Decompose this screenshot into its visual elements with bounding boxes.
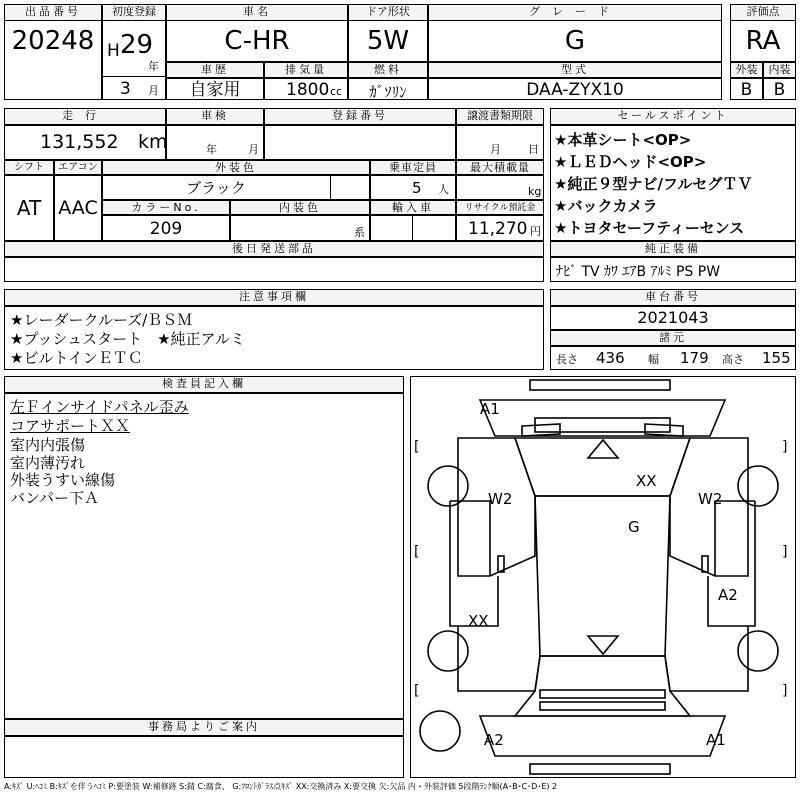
damage-mark: A2: [718, 586, 738, 604]
shift: AT: [16, 196, 42, 220]
damage-mark: A2: [484, 731, 504, 749]
lot-label: 出品番号: [4, 4, 102, 21]
later-parts-cell: [4, 257, 544, 282]
footer-legend: A:ｷｽﾞ U:ﾍｺﾐ B:ｷｽﾞを伴うﾍｺﾐ P:要塗装 W:補修跡 S:錆 C:腐食、 G:ﾌﾛﾝﾄｶﾞﾗｽ点ｷｽﾞ XX:交換済み X:要交換 欠:欠品 内・外装評価 5段階ﾗﾝｸ順(A･B･C･D･E) 2: [4, 782, 558, 791]
length: 436: [596, 349, 625, 367]
insp-year-unit: 年: [206, 143, 217, 156]
history-label: 車歴: [166, 62, 264, 78]
door-label: ドア形状: [348, 4, 428, 21]
recycle-fee: 11,270: [468, 219, 528, 239]
note-line: ★レーダークルーズ/ＢＳＭ: [10, 311, 193, 329]
import-label: 輸入車: [370, 200, 456, 215]
capacity-label: 乗車定員: [370, 160, 456, 175]
reg-month: 3: [120, 79, 131, 99]
inspector-line: 外装うすい線傷: [10, 471, 116, 489]
door-type: 5W: [366, 26, 410, 56]
load-label: 最大積載量: [456, 160, 544, 175]
spec-label: 諸元: [550, 330, 796, 346]
inspector-line: コアサポートＸＸ: [10, 417, 131, 435]
capacity-unit: 人: [438, 183, 449, 196]
mileage: 131,552: [40, 131, 119, 153]
bracket: [: [414, 439, 420, 455]
bracket: [: [414, 683, 420, 699]
reg-label: 初度登録: [102, 4, 166, 21]
disp-unit: cc: [330, 85, 343, 98]
bracket: ]: [782, 544, 788, 560]
inspector-line: 左Ｆインサイドパネル歪み: [10, 398, 189, 416]
bracket: [: [414, 544, 420, 560]
damage-mark: W2: [698, 490, 723, 508]
ac-label: エアコン: [54, 160, 102, 175]
transfer-label: 譲渡書類期限: [456, 108, 544, 125]
load-unit: kg: [528, 185, 542, 198]
inspector-label: 検査員記入欄: [4, 376, 404, 393]
sales-item: ★トヨタセーフティーセンス: [554, 219, 745, 237]
bracket: ]: [782, 683, 788, 699]
grade-label: グレード: [428, 4, 722, 21]
aircon: AAC: [58, 197, 98, 219]
office-label: 事務局よりご案内: [4, 719, 404, 736]
height-label: 高さ: [722, 353, 744, 366]
inspection-label: 車検: [166, 108, 264, 125]
damage-mark: A1: [480, 400, 500, 418]
width-label: 幅: [648, 353, 659, 366]
color-number: 209: [149, 219, 183, 239]
score-label: 評価点: [730, 4, 796, 21]
intcolor-unit: 系: [354, 226, 365, 239]
ext-score: B: [740, 80, 753, 100]
plate-cell: [264, 125, 456, 160]
inspector-line: バンパー下Ａ: [10, 489, 99, 507]
office-block: [4, 736, 404, 778]
model-label: 型式: [428, 62, 722, 78]
lot-number: 20248: [11, 26, 95, 56]
ext-label: 外装: [730, 62, 763, 78]
int-label: 内装: [763, 62, 796, 78]
int-score: B: [773, 80, 786, 100]
shift-label: シフト: [4, 160, 54, 175]
transfer-day-unit: 日: [528, 143, 539, 156]
damage-mark: W2: [488, 490, 513, 508]
name-label: 車名: [166, 4, 348, 21]
insp-month-unit: 月: [248, 143, 259, 156]
colorno-label: カラーNo.: [102, 200, 230, 215]
notes-label: 注意事項欄: [4, 289, 544, 306]
plate-label: 登録番号: [264, 108, 456, 125]
intcolor-label: 内装色: [230, 200, 370, 215]
fuel: ｶﾞｿﾘﾝ: [369, 83, 407, 101]
mileage-label: 走行: [4, 108, 166, 125]
import-cell-divider: [412, 215, 456, 241]
inspector-line: 室内薄汚れ: [10, 454, 86, 472]
sales-item: ★本革シート<OP>: [554, 131, 692, 149]
transfer-month-unit: 月: [490, 143, 501, 156]
sales-item: ★ＬＥＤヘッド<OP>: [554, 153, 707, 171]
exterior-color: ブラック: [186, 179, 246, 197]
damage-mark: G: [628, 518, 640, 536]
month-unit: 月: [148, 84, 159, 97]
history: 自家用: [189, 80, 241, 100]
color-label: 外装色: [102, 160, 370, 175]
sales-item: ★バックカメラ: [554, 197, 658, 215]
recycle-label: リサイクル預託金: [456, 200, 544, 215]
equip-label: 純正装備: [550, 241, 796, 257]
reg-era: H: [107, 41, 120, 61]
damage-mark: A1: [706, 731, 726, 749]
sales-label: セールスポイント: [550, 108, 796, 125]
spec-cell: [550, 346, 796, 370]
displacement: 1800: [286, 80, 330, 100]
score: RA: [745, 26, 781, 56]
car-name: C-HR: [224, 26, 290, 56]
later-parts-label: 後日発送部品: [4, 241, 544, 257]
height: 155: [762, 349, 791, 367]
bracket: ]: [782, 439, 788, 455]
color-cell-divider: [330, 175, 370, 200]
car-diagram: [410, 376, 796, 778]
mileage-unit: km: [138, 131, 168, 153]
fuel-label: 燃料: [348, 62, 428, 78]
damage-mark: XX: [636, 472, 657, 490]
reg-year: 29: [120, 30, 154, 60]
sales-item: ★純正９型ナビ/フルセグＴＶ: [554, 175, 753, 193]
disp-label: 排気量: [264, 62, 348, 78]
damage-mark: XX: [468, 612, 489, 630]
note-line: ★プッシュスタート ★純正アルミ: [10, 330, 245, 348]
capacity: 5: [412, 179, 422, 197]
length-label: 長さ: [556, 353, 578, 366]
recycle-unit: 円: [530, 225, 541, 238]
model: DAA-ZYX10: [526, 80, 624, 100]
chassis-number: 2021043: [637, 308, 709, 327]
grade: G: [564, 26, 586, 56]
inspector-line: 室内内張傷: [10, 436, 86, 454]
year-unit: 年: [148, 60, 159, 73]
equipment: ﾅﾋﾞ TV ｶﾜ ｴｱB ｱﾙﾐ PS PW: [556, 264, 721, 280]
width: 179: [680, 349, 709, 367]
intcolor-cell: [230, 215, 370, 241]
note-line: ★ビルトインＥＴＣ: [10, 349, 143, 367]
chassis-label: 車台番号: [550, 289, 796, 306]
